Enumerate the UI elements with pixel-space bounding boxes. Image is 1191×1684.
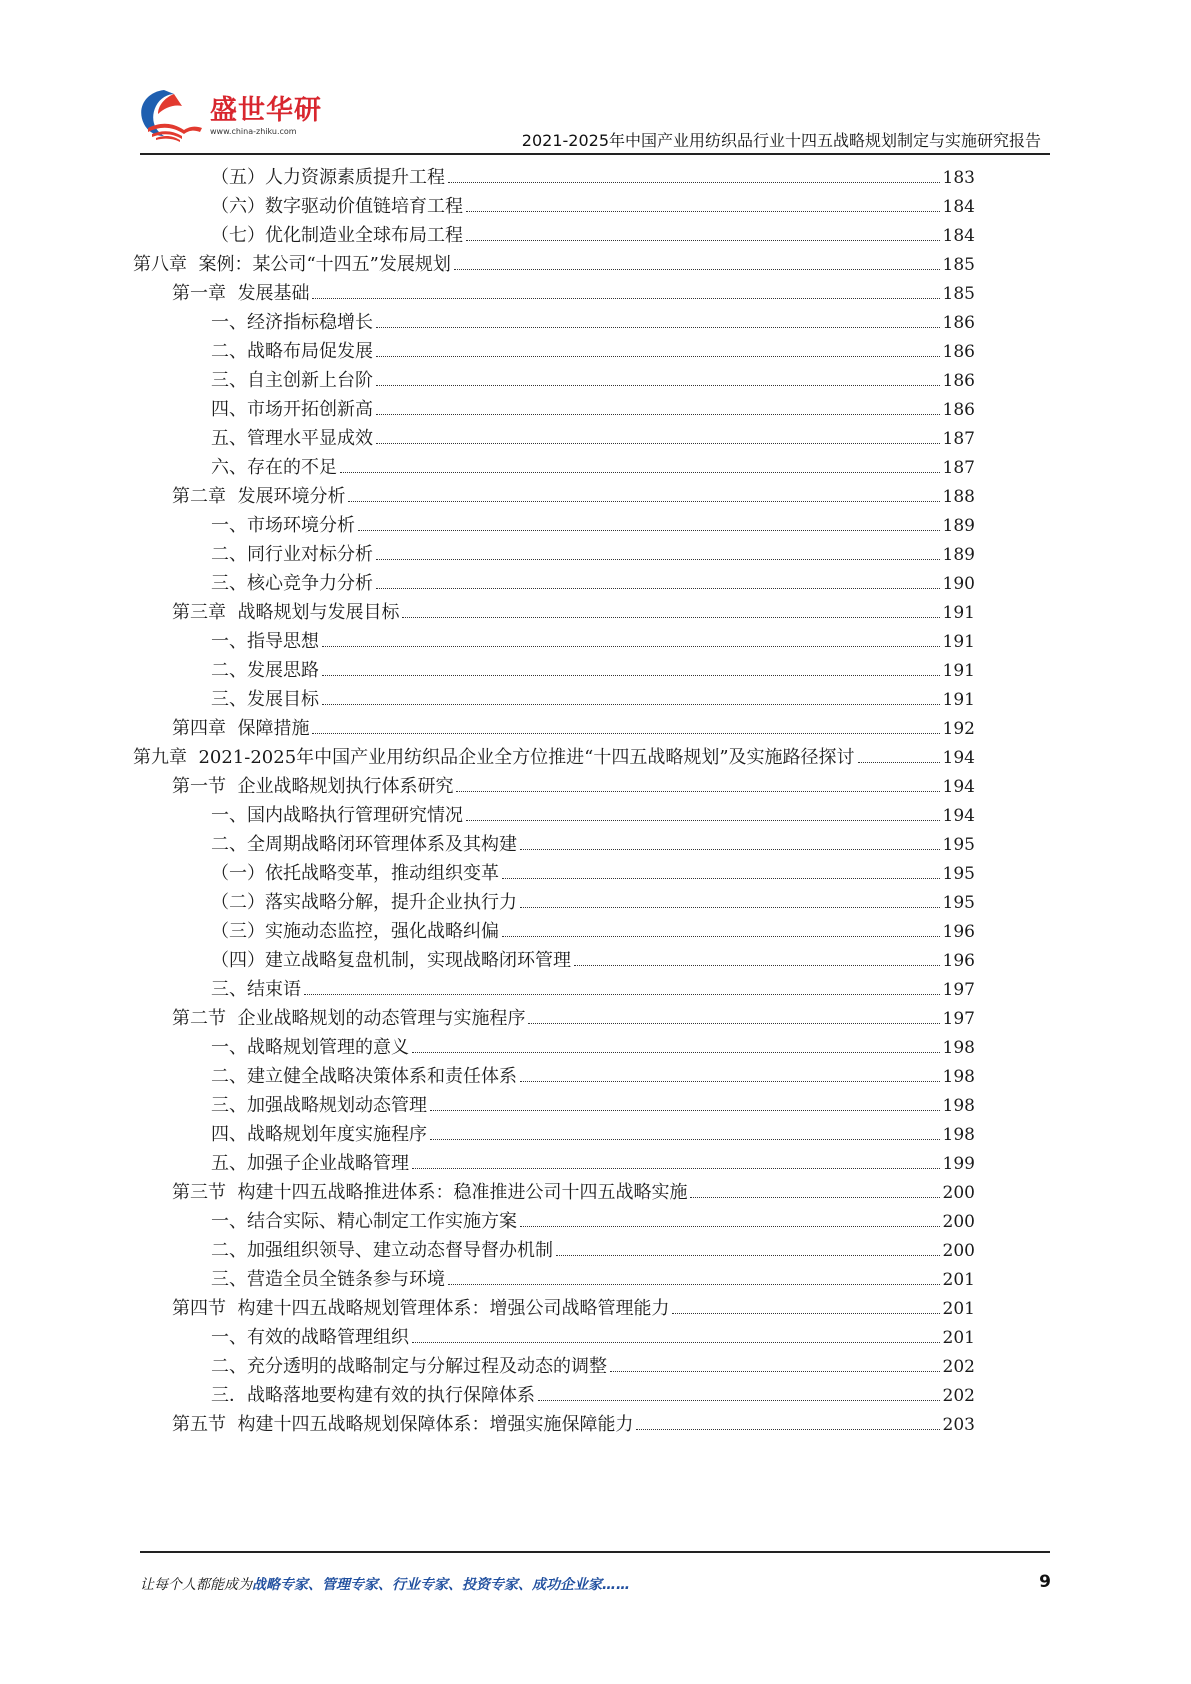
toc-entry[interactable] [211,362,975,392]
toc-entry-title: 二、发展思路 [211,660,319,681]
toc-entry[interactable] [211,942,975,972]
toc-entry-title: 一、结合实际、精心制定工作实施方案 [211,1211,517,1232]
toc-entry-title: 二、全周期战略闭环管理体系及其构建 [211,834,517,855]
toc-entry-title: 四、市场开拓创新高 [211,399,373,420]
toc-dot-leader [520,1081,940,1082]
toc-dot-leader [376,443,940,444]
footer-divider [140,1551,1050,1553]
toc-entry-page: 189 [942,516,975,536]
page-header [0,0,1191,160]
toc-entry-title: 第五节 构建十四五战略规划保障体系：增强实施保障能力 [172,1414,634,1435]
toc-entry-title: 第三章 战略规划与发展目标 [172,602,400,623]
toc-entry-page: 200 [942,1183,975,1203]
toc-dot-leader [502,936,940,937]
toc-entry[interactable] [211,1377,975,1407]
toc-dot-leader [858,762,940,763]
toc-entry-page: 185 [942,284,975,304]
toc-entry[interactable] [211,1029,975,1059]
toc-entry[interactable] [172,478,975,508]
toc-dot-leader [454,269,940,270]
toc-dot-leader [636,1429,939,1430]
toc-entry-title: 二、战略布局促发展 [211,341,373,362]
toc-entry[interactable] [211,1058,975,1088]
toc-dot-leader [412,1342,940,1343]
toc-dot-leader [502,878,940,879]
toc-entry-page: 195 [942,893,975,913]
toc-entry-title: 六、存在的不足 [211,457,337,478]
toc-entry[interactable] [172,1406,975,1436]
toc-dot-leader [690,1197,939,1198]
toc-entry-page: 202 [942,1386,975,1406]
toc-entry-title: 第九章 2021-2025年中国产业用纺织品企业全方位推进“十四五战略规划”及实施路径探讨 [133,747,855,768]
toc-dot-leader [304,994,940,995]
toc-entry-page: 198 [942,1038,975,1058]
toc-entry-title: 第三节 构建十四五战略推进体系：稳准推进公司十四五战略实施 [172,1182,688,1203]
toc-dot-leader [430,1110,940,1111]
toc-dot-leader [466,211,940,212]
toc-entry-page: 189 [942,545,975,565]
toc-entry-page: 191 [942,661,975,681]
toc-entry-title: （四）建立战略复盘机制，实现战略闭环管理 [211,950,571,971]
toc-entry-page: 194 [942,806,975,826]
page-number: 9 [1039,1572,1051,1592]
toc-entry-title: 一、经济指标稳增长 [211,312,373,333]
toc-dot-leader [340,472,940,473]
toc-dot-leader [412,1052,940,1053]
toc-entry-title: 三、加强战略规划动态管理 [211,1095,427,1116]
toc-dot-leader [574,965,940,966]
toc-entry[interactable] [133,739,975,769]
toc-entry[interactable] [211,1145,975,1175]
toc-entry-title: 第四章 保障措施 [172,718,310,739]
toc-entry-title: 五、管理水平显成效 [211,428,373,449]
toc-entry[interactable] [172,1174,975,1204]
toc-entry-page: 201 [942,1328,975,1348]
logo-name: 盛世华研 [210,95,322,126]
toc-entry[interactable] [211,971,975,1001]
toc-entry-title: （五）人力资源素质提升工程 [211,167,445,188]
toc-entry[interactable] [211,1232,975,1262]
footer-slogan-prefix: 让每个人都能成为 [140,1577,252,1593]
toc-entry-page: 187 [942,429,975,449]
toc-entry-page: 190 [942,574,975,594]
toc-entry[interactable] [211,623,975,653]
toc-entry-page: 192 [942,719,975,739]
toc-entry-page: 191 [942,690,975,710]
toc-entry-page: 186 [942,342,975,362]
toc-entry-title: 二、充分透明的战略制定与分解过程及动态的调整 [211,1356,607,1377]
toc-dot-leader [376,559,940,560]
toc-entry[interactable] [211,1203,975,1233]
toc-entry-page: 198 [942,1067,975,1087]
toc-entry-page: 185 [942,255,975,275]
toc-entry-page: 199 [942,1154,975,1174]
toc-entry[interactable] [211,217,975,247]
toc-dot-leader [312,733,939,734]
toc-entry[interactable] [211,826,975,856]
toc-entry[interactable] [211,449,975,479]
toc-entry-page: 197 [942,980,975,1000]
toc-entry[interactable] [211,565,975,595]
toc-entry[interactable] [172,710,975,740]
toc-entry[interactable] [211,304,975,334]
toc-entry-title: 三、自主创新上台阶 [211,370,373,391]
toc-entry-page: 200 [942,1212,975,1232]
toc-entry-title: 第一章 发展基础 [172,283,310,304]
toc-entry[interactable] [211,1087,975,1117]
toc-entry-title: 第二章 发展环境分析 [172,486,346,507]
toc-entry[interactable] [211,681,975,711]
toc-entry[interactable] [172,594,975,624]
toc-entry[interactable] [211,159,975,189]
toc-dot-leader [448,1284,940,1285]
toc-entry-title: 三、结束语 [211,979,301,1000]
toc-entry-title: 第一节 企业战略规划执行体系研究 [172,776,454,797]
toc-dot-leader [556,1255,940,1256]
toc-entry[interactable] [172,1290,975,1320]
toc-entry[interactable] [172,275,975,305]
toc-entry-title: （七）优化制造业全球布局工程 [211,225,463,246]
toc-entry-page: 187 [942,458,975,478]
toc-entry[interactable] [211,333,975,363]
toc-entry-title: 三、营造全员全链条参与环境 [211,1269,445,1290]
toc-dot-leader [376,385,940,386]
toc-entry-title: 二、建立健全战略决策体系和责任体系 [211,1066,517,1087]
toc-entry-title: 三．战略落地要构建有效的执行保障体系 [211,1385,535,1406]
toc-entry-title: 第八章 案例：某公司“十四五”发展规划 [133,254,451,275]
toc-dot-leader [466,820,940,821]
toc-entry-page: 191 [942,632,975,652]
toc-entry[interactable] [211,1319,975,1349]
toc-entry-title: 第四节 构建十四五战略规划管理体系：增强公司战略管理能力 [172,1298,670,1319]
toc-entry-page: 183 [942,168,975,188]
toc-entry[interactable] [211,1261,975,1291]
toc-entry-title: （一）依托战略变革，推动组织变革 [211,863,499,884]
toc-entry[interactable] [211,855,975,885]
toc-entry[interactable] [211,188,975,218]
toc-entry-title: （三）实施动态监控，强化战略纠偏 [211,921,499,942]
toc-dot-leader [348,501,939,502]
toc-entry-title: 四、战略规划年度实施程序 [211,1124,427,1145]
toc-dot-leader [312,298,939,299]
toc-dot-leader [376,327,940,328]
toc-dot-leader [520,907,940,908]
toc-entry[interactable] [211,913,975,943]
toc-entry-title: （六）数字驱动价值链培育工程 [211,196,463,217]
toc-entry-title: 第二节 企业战略规划的动态管理与实施程序 [172,1008,526,1029]
toc-entry-page: 201 [942,1299,975,1319]
toc-dot-leader [672,1313,939,1314]
header-divider [140,153,1050,155]
toc-entry[interactable] [172,1000,975,1030]
toc-dot-leader [456,791,939,792]
toc-entry-title: 一、有效的战略管理组织 [211,1327,409,1348]
toc-dot-leader [402,617,939,618]
toc-dot-leader [322,675,940,676]
toc-entry[interactable] [211,652,975,682]
toc-entry-page: 203 [942,1415,975,1435]
toc-entry-page: 184 [942,226,975,246]
toc-entry-page: 186 [942,400,975,420]
toc-entry-title: 一、指导思想 [211,631,319,652]
toc-entry-title: 二、加强组织领导、建立动态督导督办机制 [211,1240,553,1261]
toc-entry-title: 三、发展目标 [211,689,319,710]
toc-entry-page: 195 [942,835,975,855]
toc-entry-page: 194 [942,748,975,768]
toc-dot-leader [466,240,940,241]
toc-entry-title: 三、核心竞争力分析 [211,573,373,594]
toc-dot-leader [376,588,940,589]
toc-dot-leader [358,530,940,531]
toc-entry-page: 196 [942,951,975,971]
toc-entry-title: 五、加强子企业战略管理 [211,1153,409,1174]
toc-entry-title: 一、战略规划管理的意义 [211,1037,409,1058]
toc-entry-page: 186 [942,371,975,391]
toc-dot-leader [430,1139,940,1140]
report-title: 2021-2025年中国产业用纺织品行业十四五战略规划制定与实施研究报告 [521,131,1041,150]
toc-dot-leader [448,182,940,183]
toc-entry-page: 186 [942,313,975,333]
toc-entry-page: 191 [942,603,975,623]
toc-entry-title: 一、国内战略执行管理研究情况 [211,805,463,826]
company-logo [140,84,320,154]
toc-entry[interactable] [172,768,975,798]
toc-dot-leader [322,704,940,705]
toc-entry[interactable] [211,391,975,421]
book-swoosh-logo-icon [134,78,204,148]
footer-slogan [140,1574,630,1594]
toc-dot-leader [376,356,940,357]
toc-entry-title: 二、同行业对标分析 [211,544,373,565]
toc-entry-page: 195 [942,864,975,884]
toc-dot-leader [538,1400,940,1401]
toc-entry[interactable] [211,884,975,914]
toc-entry[interactable] [211,1348,975,1378]
toc-entry[interactable] [133,246,975,276]
toc-entry-page: 197 [942,1009,975,1029]
toc-entry[interactable] [211,1116,975,1146]
toc-dot-leader [322,646,940,647]
toc-entry-page: 188 [942,487,975,507]
toc-entry-title: （二）落实战略分解，提升企业执行力 [211,892,517,913]
toc-entry-title: 一、市场环境分析 [211,515,355,536]
toc-entry-page: 194 [942,777,975,797]
toc-dot-leader [520,849,940,850]
footer-slogan-highlight: 战略专家、管理专家、行业专家、投资专家、成功企业家…… [252,1577,630,1593]
toc-entry-page: 201 [942,1270,975,1290]
toc-entry-page: 202 [942,1357,975,1377]
toc-dot-leader [610,1371,940,1372]
toc-entry[interactable] [211,536,975,566]
toc-entry[interactable] [211,420,975,450]
toc-dot-leader [376,414,940,415]
toc-dot-leader [412,1168,940,1169]
toc-entry-page: 198 [942,1096,975,1116]
toc-entry-page: 184 [942,197,975,217]
toc-entry-page: 200 [942,1241,975,1261]
toc-entry-page: 196 [942,922,975,942]
toc-dot-leader [528,1023,939,1024]
logo-url: www.china-zhiku.com [210,127,297,136]
toc-entry[interactable] [211,507,975,537]
toc-dot-leader [520,1226,940,1227]
toc-entry-page: 198 [942,1125,975,1145]
toc-entry[interactable] [211,797,975,827]
